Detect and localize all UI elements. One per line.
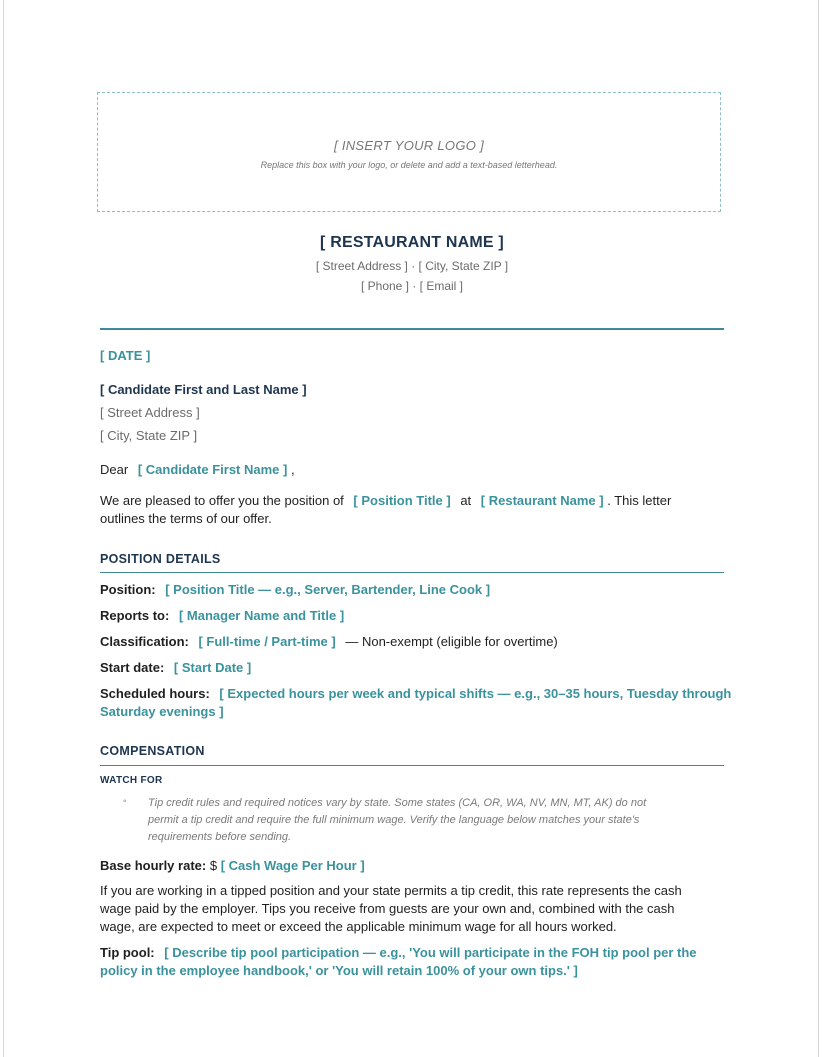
intro-position-title: [ Position Title ] bbox=[353, 493, 451, 508]
base-rate-row bbox=[100, 857, 365, 875]
letter-date: [ DATE ] bbox=[100, 348, 151, 363]
intro-line-2: outlines the terms of our offer. bbox=[100, 511, 272, 526]
intro-line-1 bbox=[100, 492, 671, 510]
base-rate-value: [ Cash Wage Per Hour ] bbox=[220, 858, 365, 873]
intro-at: at bbox=[460, 493, 472, 508]
tip-pool-value-line-1: [ Describe tip pool participation — e.g., 'You will participate in the FOH tip pool per the bbox=[164, 945, 697, 960]
classification-value: [ Full-time / Part-time ] bbox=[198, 634, 336, 649]
reports-to-label: Reports to: bbox=[100, 608, 170, 623]
intro-text-2: . This letter bbox=[607, 493, 672, 508]
scheduled-hours-value-line-2: Saturday evenings ] bbox=[100, 704, 224, 719]
restaurant-address-line: [ Street Address ] · [ City, State ZIP ] bbox=[315, 259, 509, 273]
intro-restaurant-name: [ Restaurant Name ] bbox=[480, 493, 604, 508]
start-date-value: [ Start Date ] bbox=[173, 660, 252, 675]
start-date-row bbox=[100, 659, 251, 677]
tipped-paragraph-line-1: If you are working in a tipped position and your state permits a tip credit, this rate represents the cash bbox=[100, 883, 682, 898]
salutation bbox=[100, 461, 295, 479]
tip-pool-label: Tip pool: bbox=[100, 945, 155, 960]
salutation-dear: Dear bbox=[100, 462, 129, 477]
scheduled-hours-label: Scheduled hours: bbox=[100, 686, 210, 701]
reports-to-value: [ Manager Name and Title ] bbox=[178, 608, 345, 623]
restaurant-name: [ RESTAURANT NAME ] bbox=[320, 234, 504, 251]
bullet-circle-icon: ◦ bbox=[123, 796, 127, 807]
restaurant-contact-line: [ Phone ] · [ Email ] bbox=[360, 279, 464, 293]
scheduled-hours-row bbox=[100, 685, 731, 703]
classification-row bbox=[100, 633, 558, 651]
classification-label: Classification: bbox=[100, 634, 189, 649]
base-rate-dollar: $ bbox=[209, 858, 218, 873]
logo-placeholder-title: [ INSERT YOUR LOGO ] bbox=[334, 138, 484, 153]
intro-text-1: We are pleased to offer you the position of bbox=[100, 493, 344, 508]
compensation-heading: COMPENSATION bbox=[100, 744, 205, 758]
position-value: [ Position Title — e.g., Server, Bartender, Line Cook ] bbox=[165, 582, 491, 597]
position-details-heading: POSITION DETAILS bbox=[100, 552, 221, 566]
tipped-paragraph-line-3: wage, are expected to meet or exceed the applicable minimum wage for all hours worked. bbox=[100, 919, 617, 934]
classification-note: — Non-exempt (eligible for overtime) bbox=[345, 634, 558, 649]
watch-for-line-2: permit a tip credit and require the full minimum wage. Verify the language below matches your state's bbox=[148, 814, 640, 826]
tip-pool-row bbox=[100, 944, 697, 962]
watch-for-label: WATCH FOR bbox=[100, 775, 163, 786]
tipped-paragraph-line-2: wage paid by the employer. Tips you receive from guests are your own and, combined with the cash bbox=[100, 901, 675, 916]
logo-placeholder-subtitle: Replace this box with your logo, or delete and add a text-based letterhead. bbox=[260, 160, 558, 170]
compensation-divider bbox=[100, 765, 724, 766]
reports-to-row bbox=[100, 607, 344, 625]
recipient-street: [ Street Address ] bbox=[100, 405, 200, 420]
watch-for-note bbox=[148, 795, 708, 846]
salutation-comma: , bbox=[290, 462, 295, 477]
position-row bbox=[100, 581, 490, 599]
tip-pool-value-line-2: policy in the employee handbook,' or 'You will retain 100% of your own tips.' ] bbox=[100, 963, 578, 978]
scheduled-hours-value-line-1: [ Expected hours per week and typical shifts — e.g., 30–35 hours, Tuesday through bbox=[219, 686, 732, 701]
position-label: Position: bbox=[100, 582, 156, 597]
start-date-label: Start date: bbox=[100, 660, 165, 675]
letterhead-divider bbox=[100, 328, 724, 330]
logo-placeholder-box[interactable] bbox=[97, 92, 721, 212]
watch-for-line-3: requirements before sending. bbox=[148, 831, 292, 843]
position-details-divider bbox=[100, 572, 724, 573]
base-rate-label: Base hourly rate: bbox=[100, 858, 207, 873]
recipient-city: [ City, State ZIP ] bbox=[100, 428, 198, 443]
salutation-candidate-name: [ Candidate First Name ] bbox=[137, 462, 288, 477]
recipient-name: [ Candidate First and Last Name ] bbox=[100, 382, 307, 397]
watch-for-line-1: Tip credit rules and required notices vary by state. Some states (CA, OR, WA, NV, MN, MT, AK) do not bbox=[148, 797, 647, 809]
